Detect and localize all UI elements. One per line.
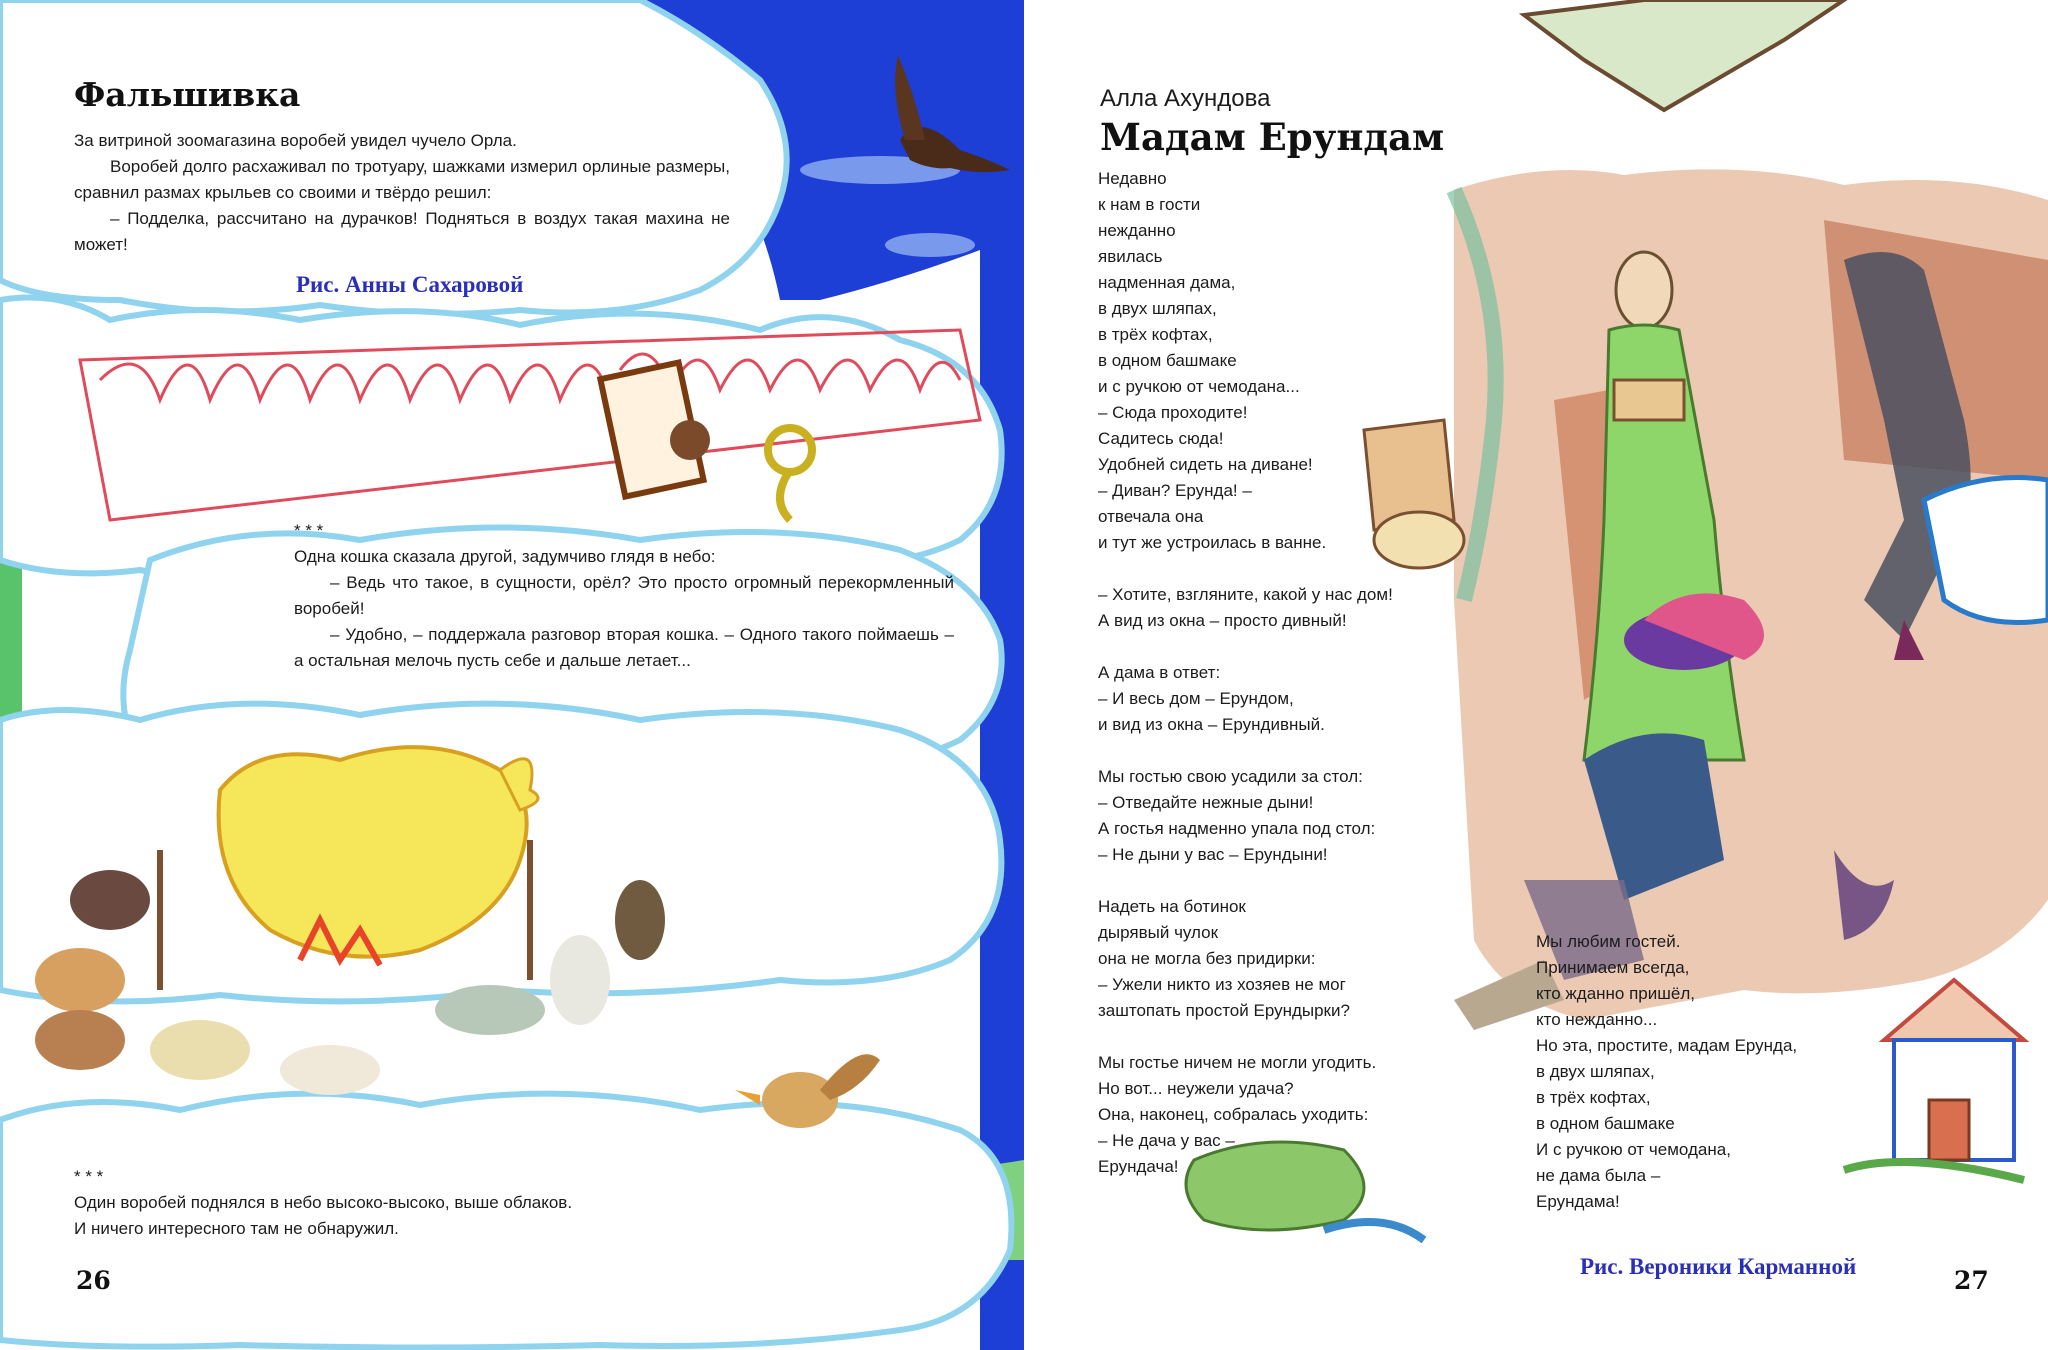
poem-line: в одном башмаке	[1536, 1114, 1675, 1133]
poem-line: Но вот... неужели удача?	[1098, 1079, 1294, 1098]
poem-line: – Ужели никто из хозяев не мог	[1098, 975, 1346, 994]
poem-column-2	[1536, 929, 1836, 1215]
poem-line: Принимаем всегда,	[1536, 958, 1690, 977]
poem-line: кто жданно пришёл,	[1536, 984, 1695, 1003]
page-number-right: 27	[1954, 1266, 1989, 1295]
story3-line-2: И ничего интересного там не обнаружил.	[74, 1219, 399, 1238]
poem-column-1	[1098, 166, 1528, 1180]
right-page	[1024, 0, 2048, 1350]
story1-paragraph-3: – Подделка, рассчитано на дурачков! Подняться в воздух такая махина не может!	[74, 209, 730, 254]
poem-line: – Диван? Ерунда! –	[1098, 481, 1252, 500]
poem-line: – Хотите, взгляните, какой у нас дом!	[1098, 585, 1393, 604]
poem-line: Удобней сидеть на диване!	[1098, 455, 1313, 474]
story1-paragraph-2: Воробей долго расхаживал по тротуару, шажками измерил орлиные размеры, сравнил размах крыльев со своими и твёрдо решил:	[74, 157, 730, 202]
stanza-gap	[1098, 556, 1528, 582]
poem-line: дырявый чулок	[1098, 923, 1219, 942]
poem-line: – Не дача у вас –	[1098, 1131, 1235, 1150]
poem-line: не дама была –	[1536, 1166, 1661, 1185]
poem-line: Мы гостье ничем не могли угодить.	[1098, 1053, 1377, 1072]
stanza-gap	[1098, 1024, 1528, 1050]
stanza-gap	[1098, 738, 1528, 764]
poem-line: – И весь дом – Ерундом,	[1098, 689, 1294, 708]
page-number-left: 26	[76, 1266, 111, 1295]
poem-line: Садитесь сюда!	[1098, 429, 1224, 448]
poem-line: Мы гостью свою усадили за стол:	[1098, 767, 1363, 786]
poem-line: заштопать простой Ерундырки?	[1098, 1001, 1350, 1020]
story2-text	[294, 518, 954, 674]
poem-line: отвечала она	[1098, 507, 1204, 526]
poem-line: Ерундама!	[1536, 1192, 1620, 1211]
poem-author: Алла Ахундова	[1100, 85, 1271, 112]
poem-line: в двух шляпах,	[1536, 1062, 1655, 1081]
poem-line: нежданно	[1098, 221, 1176, 240]
poem-line: и вид из окна – Ерундивный.	[1098, 715, 1325, 734]
story-title: Фальшивка	[74, 75, 301, 114]
story3-text	[74, 1164, 774, 1242]
poem-line: в одном башмаке	[1098, 351, 1237, 370]
poem-line: и с ручкою от чемодана...	[1098, 377, 1300, 396]
story1-paragraph-1: За витриной зоомагазина воробей увидел чучело Орла.	[74, 131, 517, 150]
poem-line: А вид из окна – просто дивный!	[1098, 611, 1347, 630]
poem-line: в трёх кофтах,	[1536, 1088, 1651, 1107]
poem-line: – Сюда проходите!	[1098, 403, 1248, 422]
poem-line: кто нежданно...	[1536, 1010, 1658, 1029]
poem-line: А гостья надменно упала под стол:	[1098, 819, 1376, 838]
story2-stars: * * *	[294, 521, 324, 540]
poem-line: надменная дама,	[1098, 273, 1236, 292]
poem-title: Мадам Ерундам	[1100, 115, 1445, 159]
poem-line: Мы любим гостей.	[1536, 932, 1681, 951]
poem-line: в трёх кофтах,	[1098, 325, 1213, 344]
poem-line: – Отведайте нежные дыни!	[1098, 793, 1314, 812]
story3-line-1: Один воробей поднялся в небо высоко-высоко, выше облаков.	[74, 1193, 573, 1212]
poem-line: и тут же устроилась в ванне.	[1098, 533, 1327, 552]
poem-line: Она, наконец, собралась уходить:	[1098, 1105, 1369, 1124]
story2-paragraph-1: Одна кошка сказала другой, задумчиво глядя в небо:	[294, 547, 716, 566]
poem-line: И с ручкою от чемодана,	[1536, 1140, 1731, 1159]
poem-line: А дама в ответ:	[1098, 663, 1221, 682]
illustrator-credit-right: Рис. Вероники Карманной	[1580, 1254, 1857, 1279]
story1-text	[74, 128, 730, 258]
illustrator-credit-left: Рис. Анны Сахаровой	[296, 272, 524, 297]
poem-line: Недавно	[1098, 169, 1167, 188]
story2-paragraph-3: – Удобно, – поддержала разговор вторая кошка. – Одного такого поймаешь – а остальная мелочь пусть себе и дальше летает...	[294, 625, 954, 670]
poem-line: – Не дыни у вас – Ерундыни!	[1098, 845, 1328, 864]
stanza-gap	[1098, 634, 1528, 660]
poem-line: в двух шляпах,	[1098, 299, 1217, 318]
poem-line: она не могла без придирки:	[1098, 949, 1316, 968]
poem-line: к нам в гости	[1098, 195, 1201, 214]
poem-line: Ерундача!	[1098, 1157, 1179, 1176]
story3-stars: * * *	[74, 1167, 104, 1186]
poem-line: Надеть на ботинок	[1098, 897, 1246, 916]
story2-paragraph-2: – Ведь что такое, в сущности, орёл? Это просто огромный перекормленный воробей!	[294, 573, 954, 618]
stanza-gap	[1098, 868, 1528, 894]
poem-line: Но эта, простите, мадам Ерунда,	[1536, 1036, 1798, 1055]
poem-line: явилась	[1098, 247, 1163, 266]
